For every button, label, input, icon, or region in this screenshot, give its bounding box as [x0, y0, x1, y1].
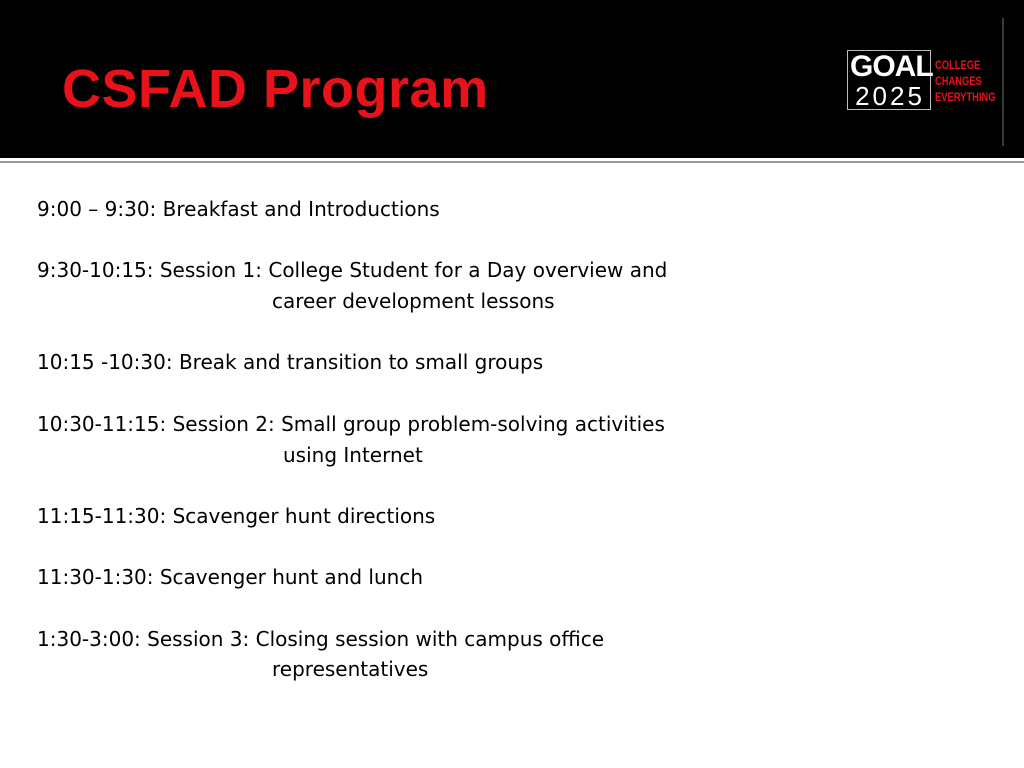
logo-tagline-line: COLLEGE — [935, 58, 981, 72]
agenda-item — [37, 624, 757, 685]
goal-2025-logo — [847, 50, 1007, 112]
agenda-item-text: 10:15 -10:30: Break and transition to small groups — [37, 350, 544, 375]
agenda-item-text: 11:30-1:30: Scavenger hunt and lunch — [37, 565, 423, 590]
agenda-item — [37, 562, 757, 593]
logo-tagline-line: CHANGES — [935, 74, 982, 88]
logo-tagline — [935, 57, 996, 105]
logo-tagline-line: EVERYTHING — [935, 90, 996, 104]
agenda-item-text: 11:15-11:30: Scavenger hunt directions — [37, 503, 436, 528]
agenda-item-text: 9:00 – 9:30: Breakfast and Introductions — [37, 197, 440, 221]
header-rule — [0, 158, 1024, 166]
slide-title: CSFAD Program — [62, 59, 489, 119]
agenda-item-text: 10:30-11:15: Session 2: Small group problem-solving activities — [37, 411, 665, 436]
agenda-item-continuation: using Internet — [283, 442, 423, 467]
agenda-item-text: 1:30-3:00: Session 3: Closing session with campus office — [37, 626, 605, 651]
agenda-item — [37, 347, 757, 378]
agenda-item-text: 9:30-10:15: Session 1: College Student for a Day overview and — [37, 258, 668, 283]
agenda-item — [37, 194, 757, 225]
logo-year: 2025 — [855, 81, 925, 111]
logo-box — [847, 50, 931, 110]
agenda-item — [37, 409, 757, 470]
agenda-item-continuation: representatives — [272, 657, 429, 682]
agenda-item-continuation: career development lessons — [272, 289, 555, 314]
agenda-item — [37, 501, 757, 532]
agenda-list — [37, 194, 757, 716]
agenda-item — [37, 255, 757, 316]
logo-word: GOAL — [850, 50, 933, 83]
header-divider — [1002, 18, 1004, 146]
